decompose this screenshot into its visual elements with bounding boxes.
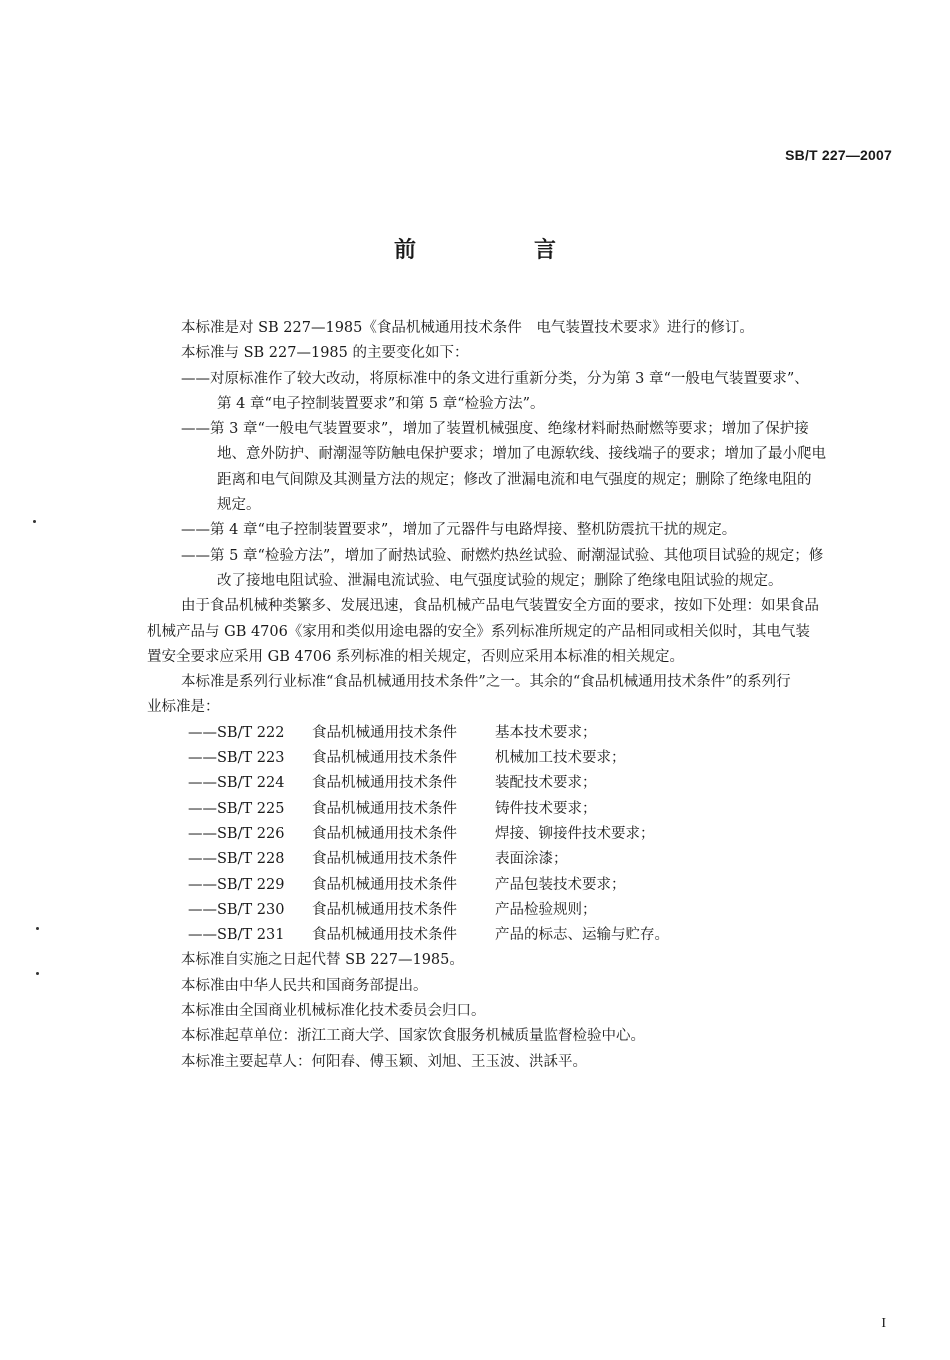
list-item: ——SB/T 223 食品机械通用技术条件 机械加工技术要求； (188, 750, 626, 767)
change-item-line: ——第 5 章“检验方法”，增加了耐热试验、耐燃灼热丝试验、耐潮湿试验、其他项目试验的规定；修 (181, 547, 824, 564)
list-item: ——SB/T 228 食品机械通用技术条件 表面涂漆； (188, 851, 568, 868)
scan-speck (33, 520, 36, 523)
paragraph: 本标准是对 SB 227—1985《食品机械通用技术条件 电气装置技术要求》进行的修订。 (181, 320, 754, 336)
related-standards-list (0, 721, 950, 949)
change-item-line: 地、意外防护、耐潮湿等防触电保护要求；增加了电源软线、接线端子的要求；增加了最小爬电 (217, 446, 826, 463)
page-title: 前 言 (393, 238, 604, 263)
paragraph: 本标准主要起草人：何阳春、傅玉颖、刘旭、王玉波、洪訸平。 (181, 1053, 587, 1070)
change-item-line: ——对原标准作了较大改动，将原标准中的条文进行重新分类，分为第 3 章“一般电气装置要求”、 (181, 370, 809, 387)
foreword-body (0, 316, 950, 1075)
list-item: ——SB/T 229 食品机械通用技术条件 产品包装技术要求； (188, 876, 626, 893)
change-item-line: 改了接地电阻试验、泄漏电流试验、电气强度试验的规定；删除了绝缘电阻试验的规定。 (217, 572, 783, 589)
paragraph: 本标准与 SB 227—1985 的主要变化如下： (181, 345, 469, 362)
change-item-line: ——第 4 章“电子控制装置要求”，增加了元器件与电路焊接、整机防震抗干扰的规定。 (181, 522, 737, 539)
list-item: ——SB/T 222 食品机械通用技术条件 基本技术要求； (188, 724, 597, 741)
change-item-line: 距离和电气间隙及其测量方法的规定；修改了泄漏电流和电气强度的规定；删除了绝缘电阻的 (217, 471, 812, 488)
paragraph: 由于食品机械种类繁多、发展迅速，食品机械产品电气装置安全方面的要求，按如下处理：如果食品 (181, 598, 819, 615)
list-item: ——SB/T 226 食品机械通用技术条件 焊接、铆接件技术要求； (188, 825, 655, 842)
paragraph: 机械产品与 GB 4706《家用和类似用途电器的安全》系列标准所规定的产品相同或相关似时，其电气装 (147, 623, 810, 640)
paragraph: 本标准起草单位：浙江工商大学、国家饮食服务机械质量监督检验中心。 (181, 1028, 645, 1045)
list-item: ——SB/T 225 食品机械通用技术条件 铸件技术要求； (188, 800, 597, 817)
change-item-line: 第 4 章“电子控制装置要求”和第 5 章“检验方法”。 (217, 395, 545, 412)
paragraph: 本标准由全国商业机械标准化技术委员会归口。 (181, 1003, 486, 1020)
scan-speck (36, 972, 39, 975)
change-item-line: ——第 3 章“一般电气装置要求”，增加了装置机械强度、绝缘材料耐热耐燃等要求；增加了保护接 (181, 421, 809, 438)
paragraph: 置安全要求应采用 GB 4706 系列标准的相关规定，否则应采用本标准的相关规定。 (147, 648, 684, 665)
list-item: ——SB/T 231 食品机械通用技术条件 产品的标志、运输与贮存。 (188, 927, 669, 944)
paragraph: 业标准是： (147, 699, 220, 716)
list-item: ——SB/T 224 食品机械通用技术条件 装配技术要求； (188, 775, 597, 792)
paragraph: 本标准自实施之日起代替 SB 227—1985。 (181, 952, 464, 969)
paragraph: 本标准由中华人民共和国商务部提出。 (181, 977, 428, 994)
change-item-line: 规定。 (217, 497, 261, 514)
page-number: I (881, 1316, 886, 1331)
list-item: ——SB/T 230 食品机械通用技术条件 产品检验规则； (188, 901, 597, 918)
paragraph: 本标准是系列行业标准“食品机械通用技术条件”之一。其余的“食品机械通用技术条件”的系列行 (181, 674, 791, 691)
standard-code: SB/T 227—2007 (785, 147, 892, 163)
scan-speck (36, 927, 39, 930)
